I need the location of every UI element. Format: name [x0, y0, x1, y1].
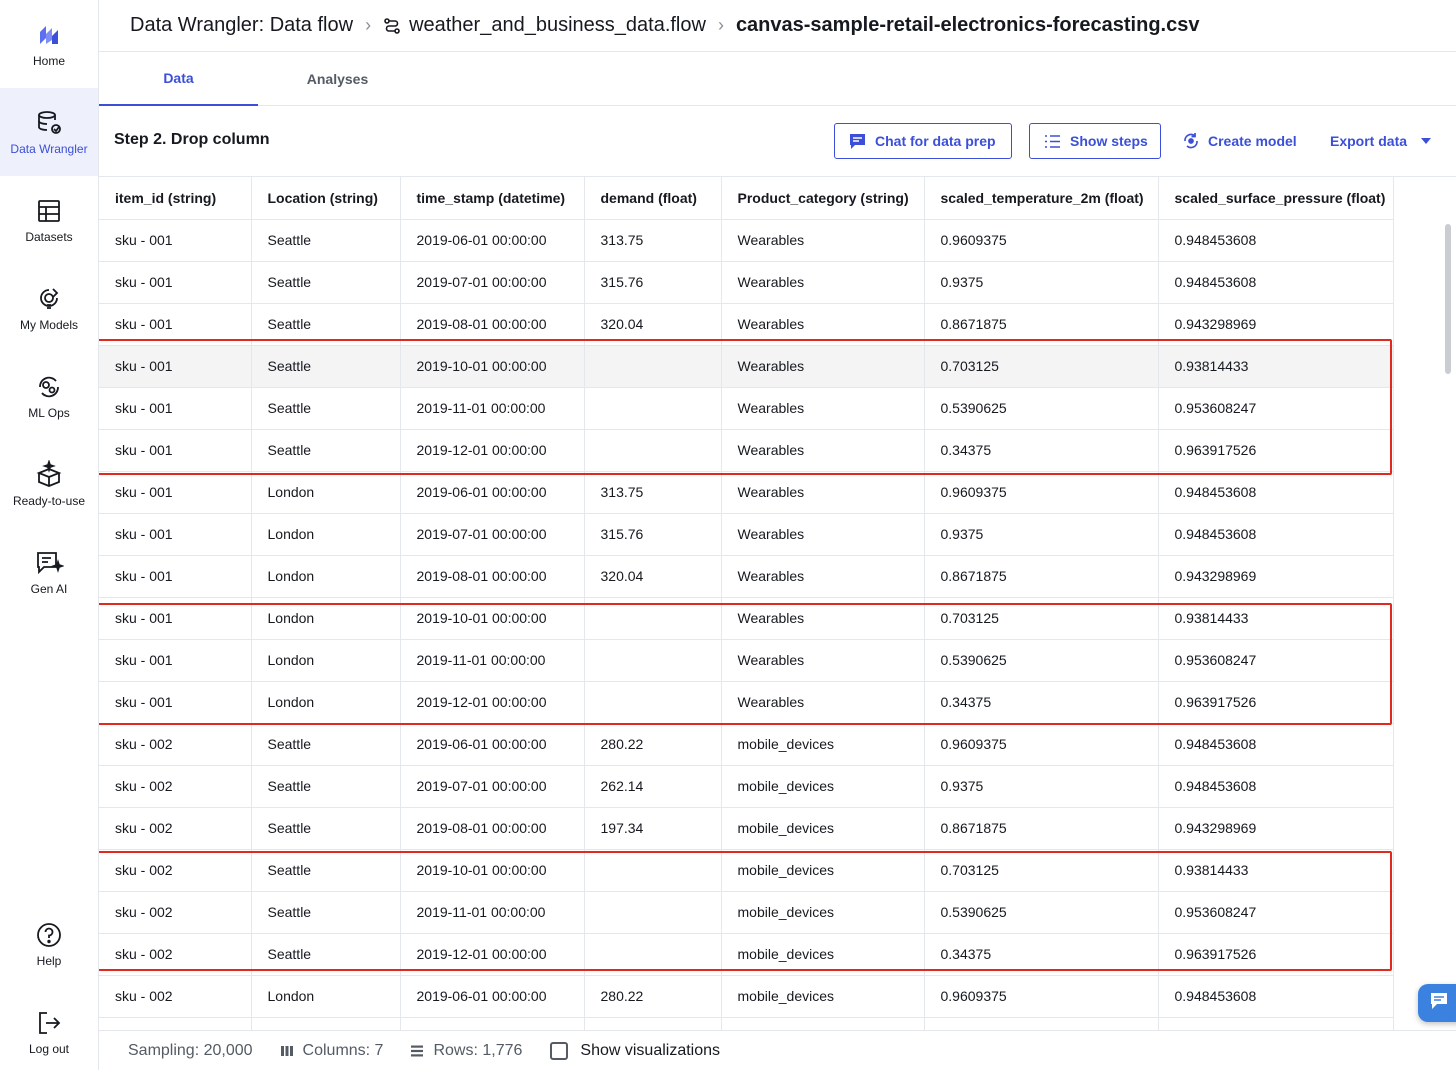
gears-cycle-icon — [34, 372, 64, 402]
table-row[interactable] — [99, 219, 1393, 261]
table-cell: 0.5390625 — [924, 387, 1158, 429]
box-sparkle-icon — [34, 460, 64, 490]
table-cell: sku - 001 — [99, 639, 251, 681]
table-cell: London — [251, 471, 400, 513]
table-cell: 0.963917526 — [1158, 933, 1393, 975]
table-cell: 197.34 — [584, 807, 721, 849]
chat-assistant-button[interactable] — [1418, 984, 1456, 1022]
table-row[interactable] — [99, 849, 1393, 891]
table-cell: sku - 001 — [99, 261, 251, 303]
table-cell: 0.34375 — [924, 429, 1158, 471]
show-visualizations-toggle[interactable] — [550, 1042, 720, 1060]
show-steps-label: Show steps — [1070, 133, 1148, 149]
table-cell: Seattle — [251, 849, 400, 891]
table-cell: Seattle — [251, 429, 400, 471]
database-icon — [34, 108, 64, 138]
table-cell: 280.22 — [584, 723, 721, 765]
table-cell — [1158, 1017, 1393, 1030]
table-cell: 2019-07-01 00:00:00 — [400, 513, 584, 555]
table-cell: mobile_devices — [721, 975, 924, 1017]
sidebar-item-data-wrangler[interactable] — [0, 88, 98, 176]
table-cell: 315.76 — [584, 513, 721, 555]
sampling-info: Sampling: 20,000 — [128, 1041, 253, 1059]
flow-icon — [383, 17, 401, 35]
table-cell — [584, 1017, 721, 1030]
table-cell — [584, 429, 721, 471]
table-cell: Seattle — [251, 723, 400, 765]
table-cell: 0.948453608 — [1158, 765, 1393, 807]
table-cell: 0.5390625 — [924, 891, 1158, 933]
create-model-label: Create model — [1208, 133, 1297, 149]
caret-down-icon — [1421, 138, 1431, 144]
table-cell: sku - 001 — [99, 429, 251, 471]
table-cell — [584, 345, 721, 387]
table-cell: sku - 001 — [99, 471, 251, 513]
table-cell: Wearables — [721, 345, 924, 387]
sidebar-item-log-out[interactable] — [0, 988, 98, 1070]
table-cell: sku - 002 — [99, 849, 251, 891]
table-cell: 2019-12-01 00:00:00 — [400, 429, 584, 471]
table-cell: Wearables — [721, 513, 924, 555]
table-cell: 0.948453608 — [1158, 723, 1393, 765]
sidebar-item-label: Home — [32, 54, 65, 68]
table-cell: London — [251, 513, 400, 555]
table-cell: 2019-08-01 00:00:00 — [400, 303, 584, 345]
table-row[interactable] — [99, 429, 1393, 471]
chat-for-data-prep-label: Chat for data prep — [875, 133, 996, 149]
sidebar-item-label: Data Wrangler — [10, 142, 88, 156]
sidebar-item-label: Ready-to-use — [12, 494, 86, 508]
table-cell: 2019-11-01 00:00:00 — [400, 387, 584, 429]
table-cell: 0.9609375 — [924, 723, 1158, 765]
column-header[interactable]: demand (float) — [584, 177, 721, 219]
table-cell: 2019-11-01 00:00:00 — [400, 891, 584, 933]
table-row[interactable] — [99, 765, 1393, 807]
table-cell: 2019-10-01 00:00:00 — [400, 345, 584, 387]
table-row[interactable] — [99, 681, 1393, 723]
table-cell: sku - 002 — [99, 723, 251, 765]
table-cell: 0.963917526 — [1158, 681, 1393, 723]
table-row[interactable] — [99, 597, 1393, 639]
table-cell — [721, 1017, 924, 1030]
table-cell: Seattle — [251, 345, 400, 387]
table-cell: Seattle — [251, 807, 400, 849]
table-cell: 0.948453608 — [1158, 219, 1393, 261]
table-row[interactable] — [99, 513, 1393, 555]
rows-info — [411, 1042, 522, 1060]
table-cell: Wearables — [721, 639, 924, 681]
table-cell: 2019-11-01 00:00:00 — [400, 639, 584, 681]
table-cell — [400, 1017, 584, 1030]
table-cell: sku - 001 — [99, 555, 251, 597]
show-steps-button[interactable] — [1029, 123, 1161, 159]
table-cell: 0.93814433 — [1158, 345, 1393, 387]
sidebar — [0, 0, 99, 1070]
table-cell: 0.948453608 — [1158, 975, 1393, 1017]
table-row[interactable] — [99, 933, 1393, 975]
table-cell: 0.9609375 — [924, 219, 1158, 261]
table-icon — [34, 196, 64, 226]
table-cell: mobile_devices — [721, 807, 924, 849]
table-cell: 0.953608247 — [1158, 891, 1393, 933]
breadcrumb — [99, 0, 1456, 52]
chat-for-data-prep-button[interactable] — [834, 123, 1012, 159]
sidebar-item-label: Log out — [28, 1042, 70, 1056]
table-cell: mobile_devices — [721, 765, 924, 807]
table-cell — [584, 891, 721, 933]
table-cell: 2019-06-01 00:00:00 — [400, 219, 584, 261]
table-cell: sku - 001 — [99, 219, 251, 261]
list-icon — [1044, 134, 1061, 149]
chat-bubble-icon — [1429, 992, 1449, 1015]
create-model-button[interactable] — [1182, 123, 1297, 159]
table-cell: sku - 002 — [99, 765, 251, 807]
column-header[interactable]: scaled_temperature_2m (float) — [924, 177, 1158, 219]
table-cell: sku - 001 — [99, 345, 251, 387]
breadcrumb-root[interactable]: Data Wrangler: Data flow — [130, 14, 354, 36]
table-cell — [584, 933, 721, 975]
table-header-row — [99, 177, 1393, 219]
table-cell: 315.76 — [584, 261, 721, 303]
table-cell: sku - 001 — [99, 387, 251, 429]
tab-data[interactable]: Data — [99, 52, 258, 106]
table-cell: Wearables — [721, 471, 924, 513]
rows-icon — [411, 1045, 423, 1057]
table-cell: mobile_devices — [721, 723, 924, 765]
table-cell: London — [251, 681, 400, 723]
table-cell — [251, 1017, 400, 1030]
scrollbar-thumb[interactable] — [1445, 224, 1451, 374]
table-cell: Seattle — [251, 891, 400, 933]
table-cell: 0.948453608 — [1158, 471, 1393, 513]
table-cell: 2019-06-01 00:00:00 — [400, 975, 584, 1017]
chat-sparkle-icon — [34, 548, 64, 578]
sidebar-item-label: Datasets — [25, 230, 73, 244]
table-row[interactable] — [99, 345, 1393, 387]
table-cell: sku - 002 — [99, 975, 251, 1017]
table-cell: 320.04 — [584, 555, 721, 597]
table-cell: 2019-12-01 00:00:00 — [400, 681, 584, 723]
export-data-button[interactable] — [1330, 123, 1431, 159]
table-cell — [584, 681, 721, 723]
table-cell: 2019-08-01 00:00:00 — [400, 555, 584, 597]
sidebar-item-my-models[interactable] — [0, 264, 98, 352]
table-cell: sku - 002 — [99, 807, 251, 849]
table-cell: 0.703125 — [924, 849, 1158, 891]
table-cell: 0.9609375 — [924, 471, 1158, 513]
model-cycle-icon — [1182, 132, 1200, 150]
table-cell: 0.9375 — [924, 513, 1158, 555]
table-cell — [99, 1017, 251, 1030]
table-cell: 2019-06-01 00:00:00 — [400, 471, 584, 513]
table-cell: 0.5390625 — [924, 639, 1158, 681]
column-header[interactable]: Location (string) — [251, 177, 400, 219]
sidebar-item-home[interactable] — [0, 0, 98, 88]
table-row[interactable] — [99, 387, 1393, 429]
table-cell: Seattle — [251, 387, 400, 429]
table-cell: Wearables — [721, 555, 924, 597]
column-header[interactable]: scaled_surface_pressure (float) — [1158, 177, 1393, 219]
table-cell: 2019-12-01 00:00:00 — [400, 933, 584, 975]
columns-info — [281, 1042, 384, 1060]
show-visualizations-label: Show visualizations — [580, 1041, 721, 1059]
table-cell: 0.9609375 — [924, 975, 1158, 1017]
rows-count: Rows: 1,776 — [433, 1041, 523, 1059]
table-cell: London — [251, 975, 400, 1017]
tab-analyses[interactable]: Analyses — [306, 71, 369, 87]
table-cell: 0.93814433 — [1158, 597, 1393, 639]
table-cell: Wearables — [721, 387, 924, 429]
table-cell: 262.14 — [584, 765, 721, 807]
table-cell: 0.943298969 — [1158, 303, 1393, 345]
table-row[interactable] — [99, 303, 1393, 345]
table-cell: 0.703125 — [924, 345, 1158, 387]
sidebar-item-label: Help — [36, 954, 62, 968]
table-cell: Wearables — [721, 429, 924, 471]
sidebar-item-label: My Models — [19, 318, 78, 332]
table-cell: 0.9375 — [924, 765, 1158, 807]
table-cell: 0.93814433 — [1158, 849, 1393, 891]
table-cell: 0.953608247 — [1158, 639, 1393, 681]
columns-count: Columns: 7 — [302, 1041, 384, 1059]
table-cell: 2019-07-01 00:00:00 — [400, 765, 584, 807]
table-row[interactable] — [99, 807, 1393, 849]
table-cell: 0.703125 — [924, 597, 1158, 639]
table-cell: Seattle — [251, 219, 400, 261]
columns-icon — [281, 1045, 293, 1057]
table-row[interactable] — [99, 261, 1393, 303]
table-scrollbar[interactable] — [1443, 218, 1453, 1028]
table-cell: 2019-07-01 00:00:00 — [400, 261, 584, 303]
table-cell: Wearables — [721, 681, 924, 723]
table-cell: 2019-06-01 00:00:00 — [400, 723, 584, 765]
table-cell: London — [251, 639, 400, 681]
column-header[interactable]: item_id (string) — [99, 177, 251, 219]
table-cell: 320.04 — [584, 303, 721, 345]
table-cell: sku - 001 — [99, 597, 251, 639]
table-cell: 0.8671875 — [924, 555, 1158, 597]
table-cell: 2019-10-01 00:00:00 — [400, 849, 584, 891]
table-cell: 0.953608247 — [1158, 387, 1393, 429]
table-cell: 313.75 — [584, 219, 721, 261]
table-row[interactable] — [99, 975, 1393, 1017]
table-cell: 0.943298969 — [1158, 555, 1393, 597]
sidebar-item-ml-ops[interactable] — [0, 352, 98, 440]
chevron-right-icon: › — [717, 15, 724, 35]
table-cell — [584, 387, 721, 429]
sidebar-item-help[interactable] — [0, 900, 98, 988]
table-cell: sku - 002 — [99, 933, 251, 975]
table-cell: 2019-08-01 00:00:00 — [400, 807, 584, 849]
table-cell: Seattle — [251, 261, 400, 303]
data-grid — [99, 176, 1456, 1030]
chat-icon — [849, 133, 866, 150]
table-cell: sku - 002 — [99, 891, 251, 933]
export-data-label: Export data — [1330, 133, 1408, 149]
table-cell: mobile_devices — [721, 891, 924, 933]
breadcrumb-file: canvas-sample-retail-electronics-forecasting.csv — [735, 14, 1200, 36]
table-cell: 0.34375 — [924, 933, 1158, 975]
table-row[interactable] — [99, 1017, 1393, 1030]
table-cell: Seattle — [251, 303, 400, 345]
table-cell: Wearables — [721, 261, 924, 303]
table-cell: Wearables — [721, 219, 924, 261]
status-bar — [99, 1030, 1456, 1070]
table-cell — [584, 639, 721, 681]
table-cell: London — [251, 597, 400, 639]
table-cell: sku - 001 — [99, 303, 251, 345]
table-cell — [584, 849, 721, 891]
sidebar-item-datasets[interactable] — [0, 176, 98, 264]
column-header[interactable]: time_stamp (datetime) — [400, 177, 584, 219]
table-row[interactable] — [99, 723, 1393, 765]
canvas-logo-icon — [34, 20, 64, 50]
column-header[interactable]: Product_category (string) — [721, 177, 924, 219]
table-cell: sku - 001 — [99, 513, 251, 555]
table-cell: sku - 001 — [99, 681, 251, 723]
table-cell — [584, 597, 721, 639]
sidebar-item-ready-to-use[interactable] — [0, 440, 98, 528]
sidebar-item-label: ML Ops — [28, 406, 70, 420]
table-cell: 0.963917526 — [1158, 429, 1393, 471]
table-row[interactable] — [99, 639, 1393, 681]
table-row[interactable] — [99, 891, 1393, 933]
table-cell: Seattle — [251, 933, 400, 975]
table-cell: 313.75 — [584, 471, 721, 513]
table-cell: 0.943298969 — [1158, 807, 1393, 849]
table-cell: mobile_devices — [721, 849, 924, 891]
chevron-right-icon: › — [365, 15, 372, 35]
table-cell: 2019-10-01 00:00:00 — [400, 597, 584, 639]
table-cell: 0.8671875 — [924, 807, 1158, 849]
table-cell: Seattle — [251, 765, 400, 807]
table-cell: Wearables — [721, 597, 924, 639]
table-cell: 0.8671875 — [924, 303, 1158, 345]
table-cell: mobile_devices — [721, 933, 924, 975]
table-cell: 0.9375 — [924, 261, 1158, 303]
table-cell: 0.948453608 — [1158, 513, 1393, 555]
data-table — [99, 177, 1394, 1030]
toolbar — [99, 106, 1456, 176]
table-row[interactable] — [99, 555, 1393, 597]
table-cell: 0.34375 — [924, 681, 1158, 723]
sidebar-item-label: Gen AI — [30, 582, 68, 596]
table-row[interactable] — [99, 471, 1393, 513]
step-title: Step 2. Drop column — [114, 131, 270, 148]
logout-icon — [34, 1008, 64, 1038]
table-cell — [924, 1017, 1158, 1030]
show-visualizations-checkbox[interactable] — [550, 1042, 568, 1060]
table-cell: Wearables — [721, 303, 924, 345]
sidebar-item-gen-ai[interactable] — [0, 528, 98, 616]
table-cell: London — [251, 555, 400, 597]
table-cell: 280.22 — [584, 975, 721, 1017]
breadcrumb-flow[interactable]: weather_and_business_data.flow — [409, 14, 706, 36]
question-icon — [34, 920, 64, 950]
table-cell: 0.948453608 — [1158, 261, 1393, 303]
tab-bar — [99, 52, 1456, 106]
bulb-icon — [34, 284, 64, 314]
